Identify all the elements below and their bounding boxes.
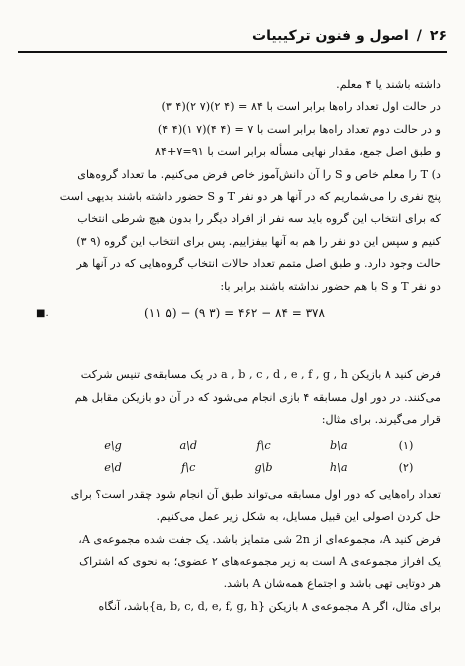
header-separator: / — [416, 28, 422, 44]
text-line: که برای انتخاب این گروه باید سه نفر از افراد دیگر را بدون هیچ شرطی انتخاب — [77, 212, 441, 226]
spacer — [28, 340, 441, 364]
text-line: دو نفر T و S با هم حضور نداشته باشند برابر با: — [220, 279, 441, 293]
text-line: قرار می‌گیرند. برای مثال: — [321, 413, 441, 427]
pairs-example — [28, 436, 441, 480]
page-number: ۲۶ — [429, 28, 447, 44]
pairs-row-number: (۲) — [398, 461, 414, 475]
text-line: فرض کنید A، مجموعه‌ای از 2n شی متمایز باشد. یک جفت شده مجموعه‌ی A، — [78, 532, 441, 546]
text-line: تعداد راه‌هایی که دور اول مسابقه می‌تواند طبق آن انجام شود چقدر است؟ برای — [70, 487, 441, 501]
pair: h\a — [329, 461, 348, 475]
text-line: حل کردن اصولی این قبیل مسایل، به شکل زیر عمل می‌کنیم. — [156, 510, 441, 524]
text-line: پنج نفری را می‌شماریم که در آنها هر دو نفر T و S حضور داشته باشند بدیهی است — [59, 190, 441, 204]
text-line: می‌کنند. در دور اول مسابقه ۴ بازی انجام می‌شود که در آن دو بازیکن مقابل هم — [74, 390, 441, 404]
pair: e\d — [104, 461, 122, 475]
pair: a\d — [179, 439, 198, 453]
pair: b\a — [329, 439, 348, 453]
book-title: اصول و فنون ترکیبیات — [252, 28, 409, 44]
pair: f\c — [181, 461, 196, 475]
page-header — [18, 24, 447, 48]
pairs-row — [28, 458, 441, 480]
page-body — [28, 74, 441, 648]
text-line: حالت وجود دارد. و طبق اصل متمم تعداد حالات انتخاب گروه‌هایی که در آنها هر — [76, 257, 441, 271]
text-line: د) T را معلم خاص و S را آن دانش‌آموز خاص فرض می‌کنیم. ما تعداد گروه‌های — [77, 167, 441, 181]
pair: f\c — [256, 439, 271, 453]
formula: (۱۱ ۵) − (۹ ۳) = ۴۶۲ − ۸۴ = ۳۷۸ — [144, 306, 325, 321]
pairs-row — [28, 436, 441, 458]
text-line: برای مثال، اگر A مجموعه‌ی ۸ بازیکن {a, b, c, d, e, f, g, h}باشد، آنگاه — [98, 599, 441, 613]
text-line: و در حالت دوم تعداد راه‌ها برابر است با ۷ = (۴ ۴)(۷ ۱)(۴ ۴) — [157, 122, 441, 136]
qed-mark: ■. — [36, 308, 49, 320]
pair: g\b — [254, 461, 273, 475]
text-line: فرض کنید ۸ بازیکن a , b , c , d , e , f , g , h در یک مسابقه‌ی تنیس شرکت — [80, 368, 441, 382]
header-rule — [18, 51, 447, 53]
text-line: داشته باشند یا ۴ معلم. — [336, 78, 441, 91]
text-line: و طبق اصل جمع، مقدار نهایی مسأله برابر است با ۹۱=۷+۸۴ — [154, 145, 441, 159]
text-line: یک افراز مجموعه‌ی A است به زیر مجموعه‌های ۲ عضوی؛ به نحوی که اشتراک — [79, 554, 441, 568]
text-line: هر دوتایی تهی باشد و اجتماع همه‌شان A باشد. — [223, 577, 441, 591]
text-line: در حالت اول تعداد راه‌ها برابر است با ۸۴ = (۴ ۲)(۷ ۲)(۴ ۳) — [161, 100, 441, 114]
formula-block — [28, 302, 441, 324]
text-line: کنیم و سپس این دو نفر را هم به آنها بیفزاییم. پس برای انتخاب این گروه (۹ ۳) — [76, 234, 441, 248]
pairs-row-number: (۱) — [398, 439, 414, 453]
pair: e\g — [104, 439, 122, 453]
